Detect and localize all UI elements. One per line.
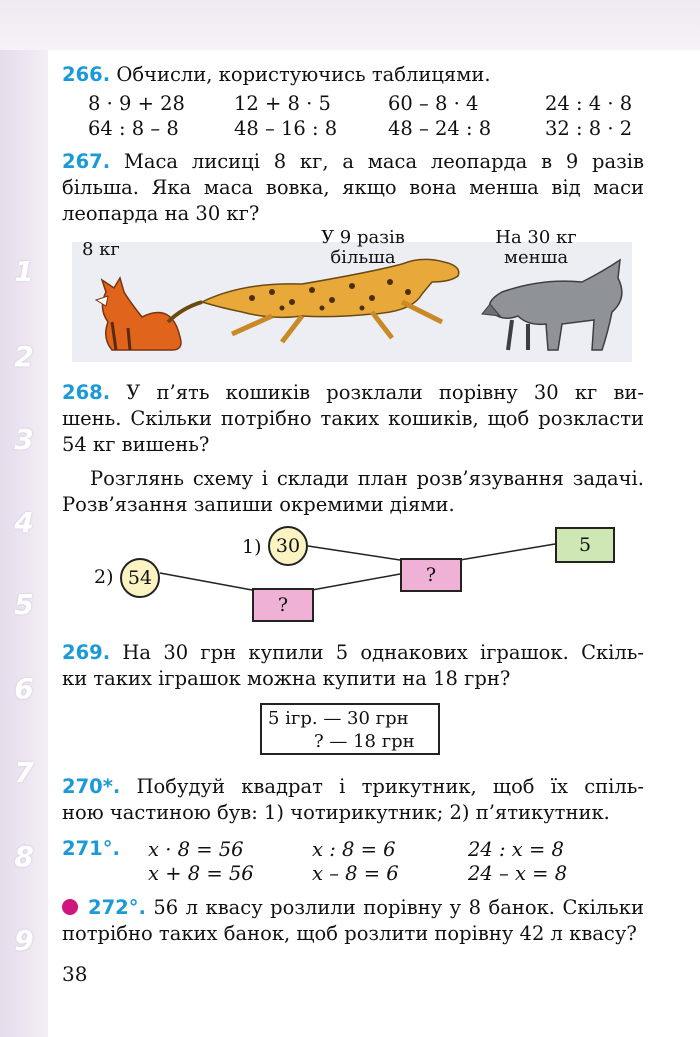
- side-number: 9: [14, 924, 34, 957]
- problem-text: ною частиною був: 1) чотирикутник; 2) п’ятикутник.: [62, 801, 610, 824]
- expression: 48 – 24 : 8: [388, 117, 492, 140]
- expression: 60 – 8 · 4: [388, 92, 479, 115]
- step-label: 2): [94, 566, 114, 588]
- expression: 32 : 8 · 2: [545, 117, 633, 140]
- data-table: [260, 703, 440, 755]
- side-number: 1: [14, 255, 34, 288]
- circle-30: 30: [268, 526, 308, 566]
- circle-54: 54: [120, 558, 160, 598]
- instruction-text: Розглянь схему і склади план розв’язування задачі.: [90, 467, 644, 490]
- instruction-text: Розв’язання запиши окремими діями.: [62, 493, 455, 516]
- page-number: 38: [62, 962, 88, 986]
- equation: x : 8 = 6: [312, 838, 396, 861]
- step-label: 1): [242, 536, 262, 558]
- problem-number: 272°.: [88, 896, 146, 919]
- problem-number: 269.: [62, 641, 111, 664]
- equation: x + 8 = 56: [148, 862, 254, 885]
- problem-number: 267.: [62, 150, 111, 173]
- equation: x – 8 = 6: [312, 862, 399, 885]
- problem-text: леопарда на 30 кг?: [62, 202, 260, 225]
- problem-text: більша. Яка маса вовка, якщо вона менша від маси: [62, 176, 644, 199]
- problem-text: потрібно таких банок, щоб розлити порівну 42 л квасу?: [62, 922, 637, 945]
- side-number: 6: [14, 672, 34, 705]
- leopard-label: У 9 разів: [321, 227, 405, 248]
- equation: 24 : x = 8: [468, 838, 564, 861]
- table-row: 5 ігр. — 30 грн: [268, 708, 409, 729]
- wolf-label: менша: [503, 247, 569, 268]
- marker-dot: [62, 899, 78, 915]
- side-number: 4: [14, 506, 34, 539]
- problem-271-number: [62, 836, 120, 862]
- problem-text: На 30 грн купили 5 однакових іграшок. Скіль-: [122, 641, 645, 664]
- expression: 24 : 4 · 8: [545, 92, 633, 115]
- problem-text: шень. Скільки потрібно таких кошиків, щоб розкласти: [62, 407, 644, 430]
- box-top: 5: [555, 527, 615, 563]
- problem-text: У п’ять кошиків розклали порівну 30 кг ви-: [126, 381, 645, 404]
- problem-269-line: [62, 640, 644, 666]
- problem-text: Обчисли, користуючись таблицями.: [116, 63, 491, 86]
- side-number: 8: [14, 840, 34, 873]
- problem-text: Маса лисиці 8 кг, а маса леопарда в 9 разів: [123, 150, 644, 173]
- expression: 64 : 8 – 8: [88, 117, 179, 140]
- wolf-label: На 30 кг: [495, 227, 577, 248]
- equation: x · 8 = 56: [148, 838, 244, 861]
- problem-number: 271°.: [62, 837, 120, 860]
- expression: 12 + 8 · 5: [234, 92, 331, 115]
- side-number: 7: [14, 756, 34, 789]
- problem-number: 270*.: [62, 775, 121, 798]
- problem-text: 54 кг вишень?: [62, 433, 210, 456]
- table-row: ? — 18 грн: [314, 731, 415, 752]
- box-middle: ?: [400, 558, 462, 592]
- expression: 48 – 16 : 8: [234, 117, 338, 140]
- leopard-label: більша: [330, 247, 396, 268]
- side-number: 3: [14, 423, 34, 456]
- problem-number: 268.: [62, 381, 111, 404]
- problem-text: 56 л квасу розлили порівну у 8 банок. Скільки: [153, 896, 644, 919]
- expression: 8 · 9 + 28: [88, 92, 185, 115]
- problem-272-line: [88, 895, 644, 921]
- side-number: 2: [14, 340, 34, 373]
- problem-270-line: [62, 774, 644, 800]
- problem-number: 266.: [62, 63, 111, 86]
- box-bottom: ?: [252, 588, 314, 622]
- side-number: 5: [14, 588, 34, 621]
- equation: 24 – x = 8: [468, 862, 568, 885]
- fox-label: 8 кг: [82, 239, 120, 260]
- problem-text: Побудуй квадрат і трикутник, щоб їх спіль-: [136, 775, 644, 798]
- problem-text: ки таких іграшок можна купити на 18 грн?: [62, 667, 511, 690]
